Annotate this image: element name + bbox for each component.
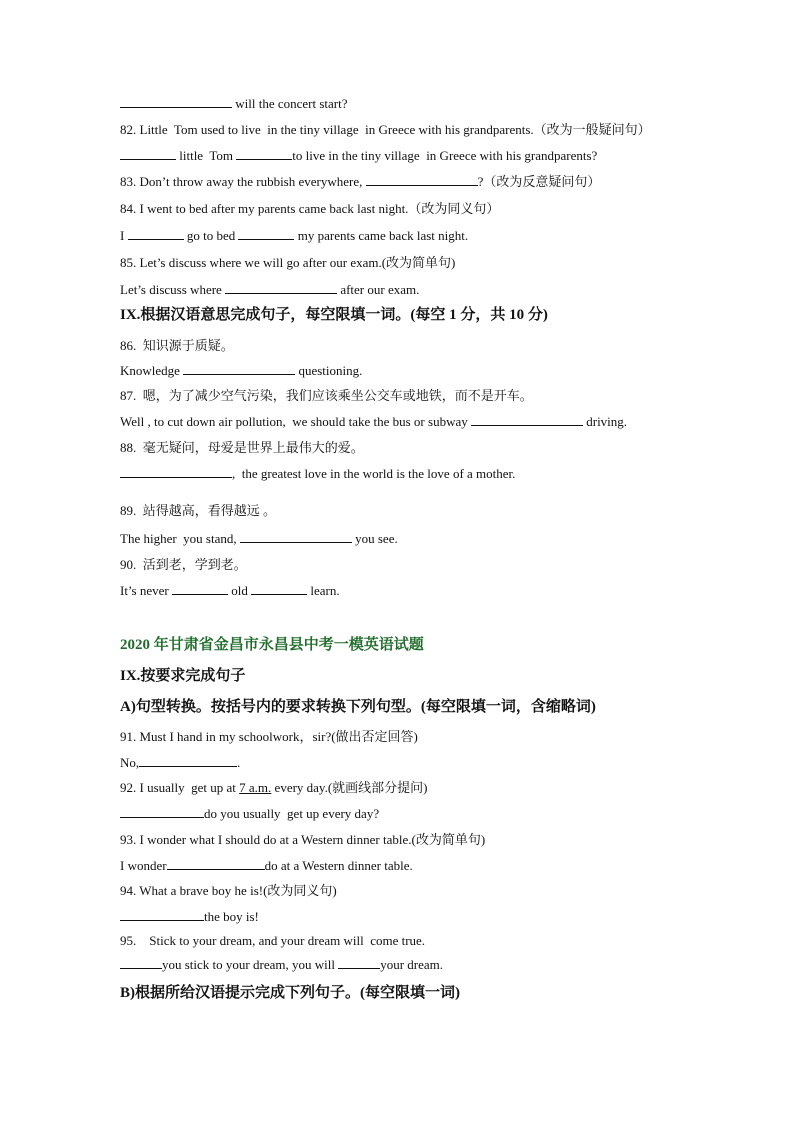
question-95: 95. Stick to your dream, and your dream will come true. [120,933,426,948]
answer-blank[interactable] [120,805,204,818]
question-92-answer-line: do you usually get up every day? [120,805,379,823]
question-89-answer-line: The higher you stand, you see. [120,531,398,546]
question-87-answer-line: Well , to cut down air pollution, we should take the bus or subway driving. [120,414,628,429]
question-91: 91. Must I hand in my schoolwork，sir?(做出否定回答) [120,729,418,744]
section-heading-a: A)句型转换。按括号内的要求转换下列句型。(每空限填一词，含缩略词) [120,699,596,715]
question-85: 85. Let’s discuss where we will go after our exam.(改为简单句) [120,255,456,270]
answer-blank[interactable] [471,413,583,426]
answer-blank[interactable] [225,281,337,294]
answer-blank[interactable] [183,362,295,375]
section-heading-ix-b: IX.按要求完成句子 [120,668,246,684]
question-85-answer-line: Let’s discuss where after our exam. [120,282,420,297]
question-84: 84. I went to bed after my parents came back last night.（改为同义句） [120,201,500,216]
question-90: 90. 活到老，学到老。 [120,557,247,572]
answer-blank[interactable] [120,465,232,478]
question-90-answer-line: It’s never old learn. [120,583,340,598]
answer-blank[interactable] [238,227,294,240]
question-91-answer-line: No, . [120,755,241,770]
question-92: 92. I usually get up at 7 a.m. every day.(就画线部分提问) [120,780,428,795]
answer-blank[interactable] [251,582,307,595]
question-86: 86. 知识源于质疑。 [120,338,234,353]
question-87: 87. 嗯，为了减少空气污染，我们应该乘坐公交车或地铁，而不是开车。 [120,388,533,403]
question-93: 93. I wonder what I should do at a Western dinner table.(改为简单句) [120,832,486,847]
answer-blank[interactable] [120,95,232,108]
question-81-answer-line: will the concert start? [120,95,348,113]
answer-blank[interactable] [167,857,265,870]
answer-blank[interactable] [366,173,478,186]
question-94-answer-line: the boy is! [120,908,259,926]
section-heading-b: B)根据所给汉语提示完成下列句子。(每空限填一词) [120,985,460,1001]
answer-blank[interactable] [128,227,184,240]
underlined-phrase: 7 a.m. [239,780,272,795]
question-86-answer-line: Knowledge questioning. [120,363,363,378]
question-89: 89. 站得越高，看得越远 。 [120,503,277,518]
question-88-answer-line: , the greatest love in the world is the love of a mother. [120,465,515,483]
exam-title: 2020 年甘肃省金昌市永昌县中考一模英语试题 [120,637,424,653]
question-93-answer-line: I wonder do at a Western dinner table. [120,858,413,873]
answer-blank[interactable] [120,908,204,921]
answer-blank[interactable] [139,754,237,767]
answer-blank[interactable] [240,530,352,543]
answer-blank[interactable] [120,147,176,160]
answer-blank[interactable] [338,956,380,969]
question-88: 88. 毫无疑问，母爱是世界上最伟大的爱。 [120,440,364,455]
question-95-answer-line: you stick to your dream, you will your dream. [120,956,443,974]
question-94: 94. What a brave boy he is!(改为同义句) [120,883,337,898]
answer-blank[interactable] [120,956,162,969]
answer-blank[interactable] [236,147,292,160]
question-82: 82. Little Tom used to live in the tiny village in Greece with his grandparents.（改为一般疑问句） [120,122,651,137]
answer-blank[interactable] [172,582,228,595]
question-82-answer-line: little Tom to live in the tiny village in Greece with his grandparents? [120,147,597,165]
question-84-answer-line: I go to bed my parents came back last night. [120,228,469,243]
question-83: 83. Don’t throw away the rubbish everywhere, ?（改为反意疑问句） [120,174,601,189]
section-heading-ix: IX.根据汉语意思完成句子，每空限填一词。(每空 1 分，共 10 分) [120,307,548,323]
